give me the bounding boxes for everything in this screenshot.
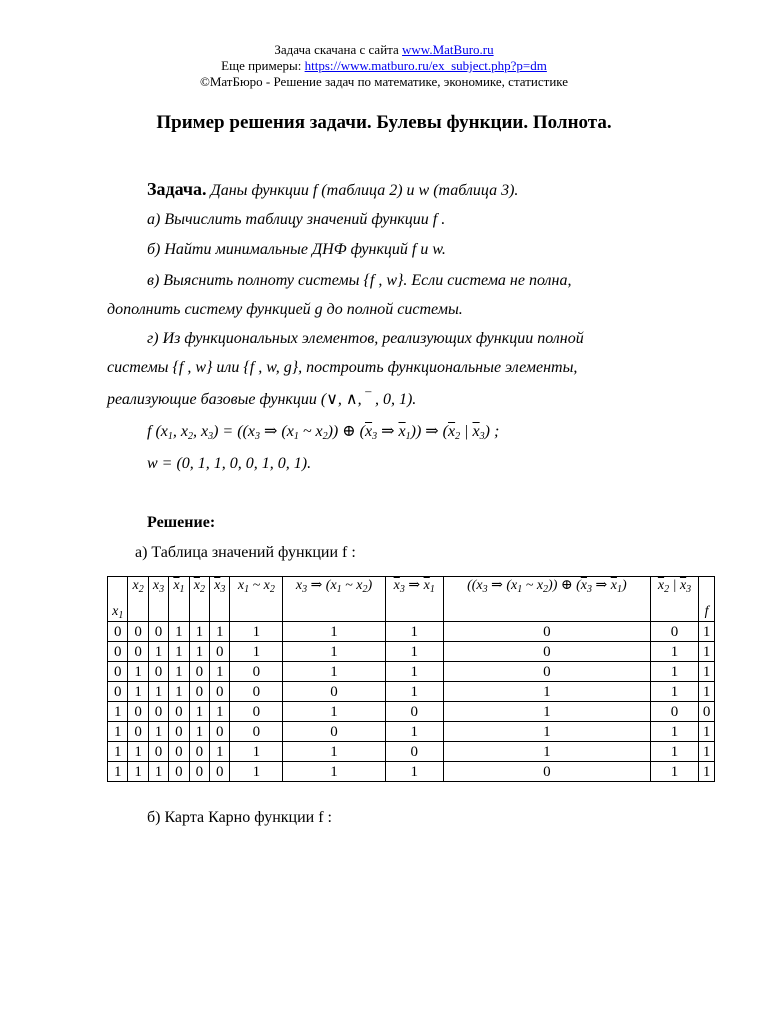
table-cell: 0	[169, 702, 189, 722]
page-title: Пример решения задачи. Булевы функции. Полнота.	[156, 112, 612, 133]
table-row	[108, 682, 715, 702]
table-cell: 1	[210, 702, 230, 722]
task-label: Задача.	[147, 179, 207, 199]
task-d-line-3: реализующие базовые функции (∨, ∧, ‾ , 0, 1).	[107, 391, 417, 408]
col-not-x3-implies-not-x1: $\overline{x}_3$ ⇒ $\overline{x}_1$	[385, 577, 443, 622]
table-cell: 1	[385, 662, 443, 682]
table-cell: 1	[283, 762, 385, 782]
table-cell: 0	[169, 722, 189, 742]
table-cell: 1	[169, 622, 189, 642]
table-cell: 1	[128, 682, 148, 702]
task-c-line-2: дополнить систему функцией g до полной системы.	[107, 301, 463, 318]
matburo-link[interactable]: www.MatBuro.ru	[402, 42, 494, 57]
table-cell: 0	[699, 702, 715, 722]
table-cell: 0	[230, 702, 283, 722]
col-not-x1: $\overline{x}_1$	[169, 577, 189, 622]
table-cell: 0	[108, 682, 128, 702]
table-cell: 1	[699, 742, 715, 762]
table-cell: 1	[699, 682, 715, 702]
table-cell: 0	[385, 742, 443, 762]
col-x1: $x_1$	[108, 577, 128, 622]
solution-label: Решение:	[147, 514, 216, 531]
table-cell: 1	[189, 722, 209, 742]
karnaugh-caption: б) Карта Карно функции f :	[147, 809, 332, 826]
w-definition: w = (0, 1, 1, 0, 0, 1, 0, 1).	[147, 455, 312, 472]
table-cell: 1	[283, 702, 385, 722]
table-cell: 1	[169, 662, 189, 682]
table-cell: 0	[108, 622, 128, 642]
table-cell: 1	[443, 722, 650, 742]
table-cell: 1	[443, 682, 650, 702]
table-cell: 1	[385, 722, 443, 742]
task-intro-text: Даны функции f (таблица 2) и w (таблица 3).	[210, 182, 519, 199]
table-cell: 0	[128, 702, 148, 722]
table-cell: 1	[148, 762, 168, 782]
table-cell: 0	[169, 742, 189, 762]
table-cell: 0	[148, 742, 168, 762]
table-cell: 1	[230, 622, 283, 642]
table-cell: 1	[210, 742, 230, 762]
truth-table	[107, 576, 715, 782]
table-cell: 1	[443, 742, 650, 762]
col-xor: (($x_3$ ⇒ ($x_1$ ~ $x_2$)) ⊕ ($\overline{x}_3$ ⇒ $\overline{x}_1$)	[443, 577, 650, 622]
table-cell: 1	[699, 722, 715, 742]
table-cell: 1	[210, 622, 230, 642]
table-cell: 1	[650, 722, 698, 742]
header-line-2: Еще примеры: https://www.matburo.ru/ex_subject.php?p=dm	[221, 58, 547, 73]
table-cell: 1	[128, 742, 148, 762]
table-cell: 0	[443, 642, 650, 662]
col-x3: $x_3$	[148, 577, 168, 622]
table-cell: 1	[385, 762, 443, 782]
col-x3-implies: $x_3$ ⇒ ($x_1$ ~ $x_2$)	[283, 577, 385, 622]
table-cell: 1	[189, 642, 209, 662]
table-cell: 1	[650, 662, 698, 682]
table-cell: 0	[443, 622, 650, 642]
table-cell: 1	[650, 762, 698, 782]
table-cell: 1	[230, 642, 283, 662]
task-b: б) Найти минимальные ДНФ функций f и w.	[147, 241, 446, 258]
table-cell: 1	[230, 762, 283, 782]
table-cell: 0	[283, 682, 385, 702]
table-cell: 1	[108, 722, 128, 742]
table-cell: 0	[108, 642, 128, 662]
page-header	[0, 42, 768, 90]
table-cell: 0	[210, 682, 230, 702]
table-cell: 0	[148, 622, 168, 642]
table-cell: 0	[189, 682, 209, 702]
table-cell: 1	[650, 642, 698, 662]
table-cell: 0	[189, 742, 209, 762]
col-not-x3: $\overline{x}_3$	[210, 577, 230, 622]
table-cell: 0	[148, 662, 168, 682]
table-cell: 0	[230, 722, 283, 742]
table-row	[108, 662, 715, 682]
task-c-line-1: в) Выяснить полноту системы {f , w}. Если система не полна,	[147, 272, 572, 289]
table-cell: 0	[230, 682, 283, 702]
table-cell: 1	[128, 662, 148, 682]
table-cell: 1	[169, 642, 189, 662]
table-cell: 0	[169, 762, 189, 782]
header-line-1: Задача скачана с сайта www.MatBuro.ru	[274, 42, 494, 57]
table-cell: 1	[108, 742, 128, 762]
table-cell: 1	[385, 682, 443, 702]
table-cell: 1	[650, 682, 698, 702]
table-cell: 1	[189, 622, 209, 642]
examples-link[interactable]: https://www.matburo.ru/ex_subject.php?p=dm	[304, 58, 547, 73]
table-cell: 0	[283, 722, 385, 742]
table-header-row	[108, 577, 715, 622]
table-cell: 0	[189, 662, 209, 682]
col-not-x2: $\overline{x}_2$	[189, 577, 209, 622]
table-cell: 0	[443, 662, 650, 682]
table-cell: 1	[699, 762, 715, 782]
table-row	[108, 762, 715, 782]
table-cell: 1	[108, 702, 128, 722]
task-d-line-1: г) Из функциональных элементов, реализующих функции полной	[147, 330, 584, 347]
table-cell: 1	[210, 662, 230, 682]
table-cell: 1	[283, 662, 385, 682]
table-cell: 1	[650, 742, 698, 762]
table-cell: 0	[650, 702, 698, 722]
table-cell: 0	[128, 622, 148, 642]
table-cell: 1	[108, 762, 128, 782]
col-sheffer: $\overline{x}_2$ | $\overline{x}_3$	[650, 577, 698, 622]
task-intro	[147, 179, 518, 200]
table-cell: 0	[148, 702, 168, 722]
table-caption: а) Таблица значений функции f :	[135, 544, 356, 561]
table-cell: 1	[385, 642, 443, 662]
col-x2: $x_2$	[128, 577, 148, 622]
table-cell: 0	[230, 662, 283, 682]
table-cell: 0	[189, 762, 209, 782]
table-cell: 1	[189, 702, 209, 722]
task-a: а) Вычислить таблицу значений функции f .	[147, 211, 446, 228]
table-cell: 0	[108, 662, 128, 682]
table-cell: 0	[210, 642, 230, 662]
table-cell: 1	[385, 622, 443, 642]
formula-f: f ($x_1$, $x_2$, $x_3) = ((x_3$ ⇒ ($x_1$ ~ $x_2$)) ⊕ ($\overline{x}_3$ ⇒ $\overline{x}_1$)) ⇒ ($\overline{x}_2$ | $\overline{x}_3$) ;	[147, 423, 500, 442]
table-cell: 1	[283, 622, 385, 642]
table-cell: 0	[128, 722, 148, 742]
table-cell: 1	[443, 702, 650, 722]
table-cell: 0	[443, 762, 650, 782]
table-row	[108, 702, 715, 722]
header-line-3: ©МатБюро - Решение задач по математике, экономике, статистике	[199, 74, 569, 89]
table-cell: 1	[148, 642, 168, 662]
col-x1-equiv-x2: $x_1$ ~ $x_2$	[230, 577, 283, 622]
table-cell: 1	[699, 622, 715, 642]
table-row	[108, 742, 715, 762]
table-cell: 1	[283, 742, 385, 762]
task-d-line-2: системы {f , w} или {f , w, g}, построить функциональные элементы,	[107, 359, 578, 376]
col-f: f	[699, 577, 715, 622]
table-row	[108, 642, 715, 662]
table-cell: 0	[128, 642, 148, 662]
table-cell: 0	[650, 622, 698, 642]
table-cell: 1	[283, 642, 385, 662]
table-cell: 1	[230, 742, 283, 762]
table-cell: 1	[148, 722, 168, 742]
table-cell: 1	[128, 762, 148, 782]
table-row	[108, 722, 715, 742]
table-cell: 1	[148, 682, 168, 702]
table-cell: 1	[169, 682, 189, 702]
table-cell: 1	[699, 642, 715, 662]
table-cell: 1	[699, 662, 715, 682]
table-cell: 0	[385, 702, 443, 722]
table-cell: 0	[210, 722, 230, 742]
table-cell: 0	[210, 762, 230, 782]
table-row	[108, 622, 715, 642]
